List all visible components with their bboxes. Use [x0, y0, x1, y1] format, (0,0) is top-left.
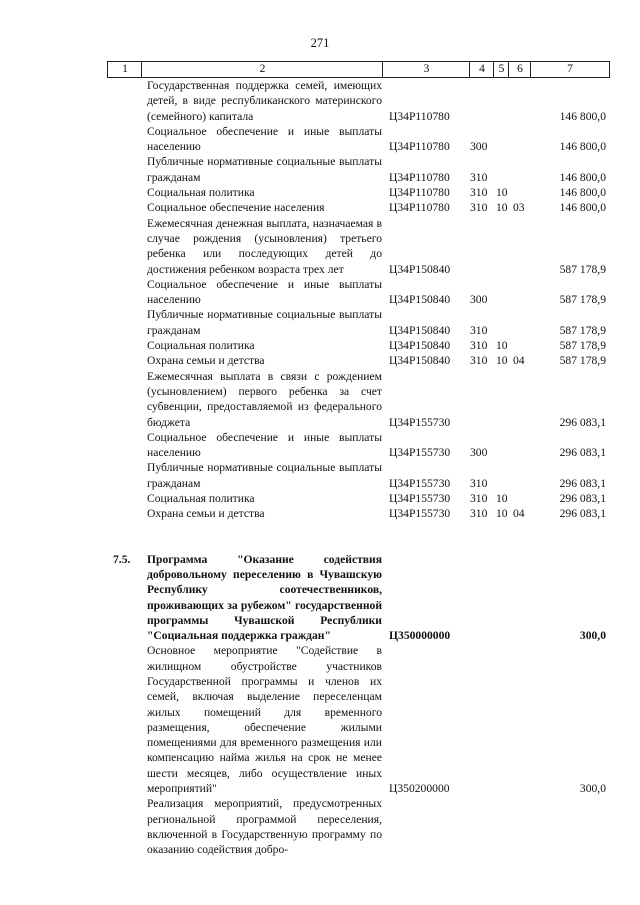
- table-row: [0, 552, 640, 644]
- row-amount: 587 178,9: [559, 354, 606, 368]
- row-code: Ц34Р150840: [389, 262, 451, 276]
- row-code: Ц34Р155730: [389, 476, 451, 490]
- row-expense-group: 310: [470, 492, 488, 506]
- row-code: Ц34Р110780: [389, 170, 450, 184]
- row-expense-group: 310: [470, 476, 488, 490]
- table-row: [0, 185, 640, 200]
- row-amount: 296 083,1: [559, 415, 606, 429]
- row-amount: 296 083,1: [559, 446, 606, 460]
- row-name: Социальная политика: [147, 186, 255, 200]
- row-subsection: 04: [513, 354, 525, 368]
- row-name: Реализация мероприятий, предусмотренных региональной программой переселения, включенной в Государственную программу по оказанию содействия добро-: [147, 797, 382, 857]
- header-col-6: 6: [508, 61, 531, 78]
- row-name: Ежемесячная выплата в связи с рождением (усыновлением) первого ребенка за счет субвенции, предоставляемой из федерального бюджета: [147, 369, 382, 429]
- header-col-7: 7: [530, 61, 610, 78]
- row-code: Ц34Р150840: [389, 323, 451, 337]
- row-code: Ц34Р155730: [389, 415, 451, 429]
- row-subsection: 03: [513, 201, 525, 215]
- row-section: 10: [496, 201, 508, 215]
- row-amount: 146 800,0: [559, 186, 606, 200]
- row-amount: 587 178,9: [559, 293, 606, 307]
- row-amount: 296 083,1: [559, 492, 606, 506]
- table-row: [0, 369, 640, 430]
- row-amount: 146 800,0: [559, 140, 606, 154]
- row-section: 10: [496, 339, 508, 353]
- header-col-2: 2: [141, 61, 383, 78]
- row-code: Ц350000000: [389, 629, 451, 643]
- row-name: Ежемесячная денежная выплата, назначаемая в случае рождения (усыновления) третьего ребенка или последующих детей до достижения ребенком возраста трех лет: [147, 216, 382, 276]
- table-row: [0, 277, 640, 308]
- row-subsection: 04: [513, 507, 525, 521]
- table-row: [0, 200, 640, 215]
- header-col-5: 5: [493, 61, 509, 78]
- row-code: Ц34Р110780: [389, 140, 450, 154]
- row-name: Государственная поддержка семей, имеющих детей, в виде республиканского материнского (семейного) капитала: [147, 79, 382, 123]
- header-col-4: 4: [469, 61, 494, 78]
- row-expense-group: 310: [470, 507, 488, 521]
- row-name: Основное мероприятие "Содействие в жилищном обустройстве участников Государственной программы и членов их семей, включая выделение переселенцам жилых помещений для временного размещения, обеспечение жилыми помещениями для временного размещения или компенсацию найма жилья на срок не менее шести месяцев, либо осуществление иных мероприятий": [147, 644, 382, 796]
- table-row: [0, 460, 640, 491]
- row-expense-group: 310: [470, 201, 488, 215]
- row-name: Социальная политика: [147, 339, 255, 353]
- row-expense-group: 310: [470, 339, 488, 353]
- table-row: [0, 78, 640, 124]
- table-row: [0, 643, 640, 796]
- table-row: [0, 796, 640, 857]
- table-row: [0, 307, 640, 338]
- row-code: Ц34Р150840: [389, 293, 451, 307]
- table-row: [0, 430, 640, 461]
- page-number: 271: [310, 36, 330, 50]
- row-amount: 296 083,1: [559, 476, 606, 490]
- row-amount: 587 178,9: [559, 323, 606, 337]
- row-code: Ц350200000: [389, 782, 450, 796]
- table-row: [0, 338, 640, 353]
- row-name: Программа "Оказание содействия добровольному переселению в Чувашскую Республику соотечественников, проживающих за рубежом" государственной программы Чувашской Республики "Социальная поддержка граждан": [147, 552, 382, 643]
- row-amount: 587 178,9: [559, 262, 606, 276]
- row-name: Социальное обеспечение и иные выплаты населению: [147, 124, 382, 154]
- section-spacer: [0, 522, 640, 552]
- row-number: 7.5.: [113, 552, 131, 566]
- row-name: Социальное обеспечение и иные выплаты населению: [147, 277, 382, 307]
- table-row: [0, 124, 640, 155]
- header-col-1: 1: [107, 61, 142, 78]
- row-name: Публичные нормативные социальные выплаты гражданам: [147, 308, 382, 337]
- row-name: Социальное обеспечение и иные выплаты населению: [147, 430, 382, 460]
- row-code: Ц34Р110780: [389, 201, 450, 215]
- row-code: Ц34Р150840: [389, 354, 451, 368]
- row-name: Охрана семьи и детства: [147, 507, 265, 521]
- row-name: Публичные нормативные социальные выплаты гражданам: [147, 155, 382, 184]
- row-code: Ц34Р155730: [389, 507, 451, 521]
- row-code: Ц34Р155730: [389, 492, 451, 506]
- row-code: Ц34Р110780: [389, 186, 450, 200]
- table-row: [0, 154, 640, 185]
- row-expense-group: 310: [470, 170, 488, 184]
- row-expense-group: 300: [470, 446, 488, 460]
- table-row: [0, 353, 640, 368]
- row-amount: 300,0: [579, 782, 606, 796]
- row-section: 10: [496, 186, 508, 200]
- row-code: Ц34Р155730: [389, 446, 451, 460]
- table-row: [0, 506, 640, 521]
- row-amount: 146 800,0: [559, 201, 606, 215]
- row-amount: 146 800,0: [559, 170, 606, 184]
- row-code: Ц34Р150840: [389, 339, 451, 353]
- table-row: [0, 216, 640, 277]
- table-row: [0, 491, 640, 506]
- row-name: Охрана семьи и детства: [147, 354, 265, 368]
- row-expense-group: 300: [470, 293, 488, 307]
- row-name: Социальная политика: [147, 492, 255, 506]
- row-expense-group: 300: [470, 140, 488, 154]
- row-amount: 146 800,0: [559, 109, 606, 123]
- table-body: [0, 78, 640, 858]
- row-expense-group: 310: [470, 323, 488, 337]
- row-section: 10: [496, 354, 508, 368]
- row-expense-group: 310: [470, 186, 488, 200]
- header-col-3: 3: [382, 61, 470, 78]
- row-amount: 296 083,1: [559, 507, 606, 521]
- row-name: Социальное обеспечение населения: [147, 201, 325, 215]
- row-section: 10: [496, 507, 508, 521]
- row-amount: 300,0: [579, 629, 606, 643]
- row-amount: 587 178,9: [559, 339, 606, 353]
- row-expense-group: 310: [470, 354, 488, 368]
- row-name: Публичные нормативные социальные выплаты гражданам: [147, 461, 382, 490]
- row-code: Ц34Р110780: [389, 109, 450, 123]
- row-section: 10: [496, 492, 508, 506]
